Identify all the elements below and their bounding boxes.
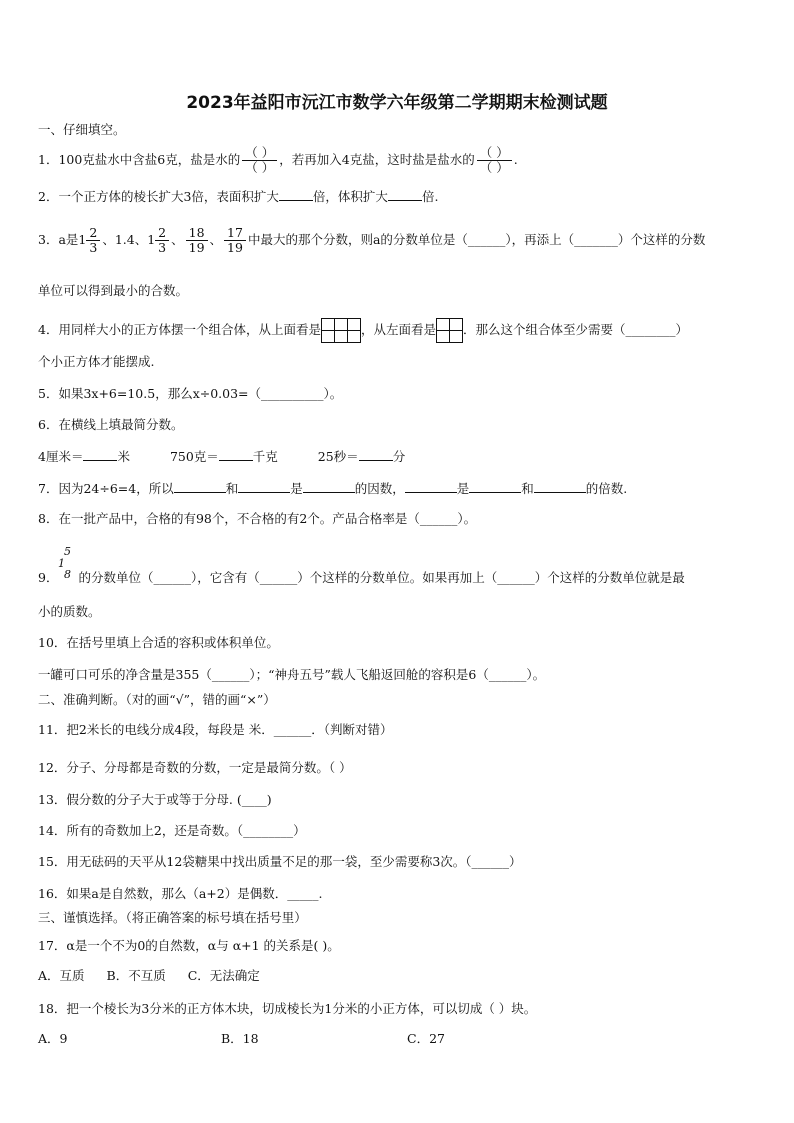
question-4-cont: 个小正方体才能摆成. xyxy=(38,354,155,369)
q4-text-b: ，从左面看是 xyxy=(360,322,436,337)
q7-text-f: 和 xyxy=(521,481,534,496)
q17-option-c[interactable]: C．无法确定 xyxy=(187,968,260,983)
question-18-options xyxy=(38,1031,445,1047)
q6-item2-unit: 千克 xyxy=(252,449,278,464)
q1-text-a: 1．100克盐水中含盐6克，盐是水的 xyxy=(38,152,241,167)
q1-frac1-denominator: （ ） xyxy=(245,160,275,175)
top-view-grid-icon xyxy=(321,318,361,343)
left-view-grid-icon xyxy=(436,318,463,343)
q2-text-c: 倍. xyxy=(421,189,439,204)
q3-text-a: 3．a是 xyxy=(38,232,79,247)
q7-text-d: 的因数， xyxy=(354,481,405,496)
q1-frac2-numerator: （ ） xyxy=(477,146,512,161)
q9-denominator: 8 xyxy=(64,568,71,581)
q3-mixed2-den: 3 xyxy=(158,240,167,255)
page-title: 2023年益阳市沅江市数学六年级第二学期期末检测试题 xyxy=(186,93,608,113)
q1-fraction-2 xyxy=(477,146,512,175)
question-15: 15．用无砝码的天平从12袋糖果中找出质量不足的那一袋，至少需要称3次。（______） xyxy=(38,854,522,869)
q6-item3-unit: 分 xyxy=(392,449,406,464)
q3-frac4-num: 17 xyxy=(224,226,246,241)
q2-text-b: 倍，体积扩大 xyxy=(312,189,388,204)
q17-option-a[interactable]: A．互质 xyxy=(38,968,85,983)
question-13: 13．假分数的分子大于或等于分母. (____) xyxy=(38,792,272,807)
q7-text-a: 7．因为24÷6=4，所以 xyxy=(38,481,174,496)
section-1-heading: 一、仔细填空。 xyxy=(38,122,126,137)
question-4 xyxy=(38,318,688,343)
question-2 xyxy=(38,188,438,205)
q9-numerator: 5 xyxy=(64,545,71,558)
q3-fraction-4 xyxy=(224,226,246,255)
q1-frac1-numerator: （ ） xyxy=(242,146,277,161)
q7-blank-3[interactable] xyxy=(303,480,355,493)
question-16: 16．如果a是自然数，那么（a+2）是偶数．_____. xyxy=(38,886,323,901)
q2-blank-2[interactable] xyxy=(388,188,422,201)
q1-fraction-1 xyxy=(242,146,277,175)
section-2-heading: 二、准确判断。（对的画“√”，错的画“×”） xyxy=(38,692,276,707)
question-9 xyxy=(38,570,685,586)
question-18: 18．把一个棱长为3分米的正方体木块，切成棱长为1分米的小正方体，可以切成（ ）块。 xyxy=(38,1001,537,1016)
question-17: 17．α是一个不为0的自然数，α与 α+1 的关系是( )。 xyxy=(38,938,340,953)
q2-blank-1[interactable] xyxy=(279,188,313,201)
section-3-heading: 三、谨慎选择。（将正确答案的标号填在括号里） xyxy=(38,910,307,925)
question-5: 5．如果3x+6=10.5，那么x÷0.03=（__________）。 xyxy=(38,386,343,401)
question-14: 14．所有的奇数加上2，还是奇数。（________） xyxy=(38,823,306,838)
q3-sep-3: 、 xyxy=(209,232,223,247)
q7-blank-1[interactable] xyxy=(174,480,226,493)
q3-sep-2: 、 xyxy=(171,232,184,247)
q2-text-a: 2．一个正方体的棱长扩大3倍，表面积扩大 xyxy=(38,189,279,204)
q6-blank-2[interactable] xyxy=(219,448,253,461)
q4-text-c: ．那么这个组合体至少需要（________） xyxy=(462,322,688,337)
q3-mixed1-num: 2 xyxy=(86,226,100,241)
q1-frac2-denominator: （ ） xyxy=(479,160,509,175)
q9-text-b: 的分数单位（______），它含有（______）个这样的分数单位。如果再加上（______）个这样的分数单位就是最 xyxy=(78,570,685,585)
q7-text-b: 和 xyxy=(225,481,239,496)
q3-fraction-3 xyxy=(186,226,208,255)
q3-mixed2-whole: 1 xyxy=(147,232,156,247)
question-11: 11．把2米长的电线分成4段，每段是 米．______．（判断对错） xyxy=(38,722,393,737)
q7-text-g: 的倍数. xyxy=(585,481,628,496)
q18-option-c[interactable]: C．27 xyxy=(407,1031,445,1046)
q6-item1-unit: 米 xyxy=(117,449,130,464)
q7-blank-6[interactable] xyxy=(534,480,586,493)
question-6: 6．在横线上填最简分数。 xyxy=(38,417,184,432)
q9-whole: 1 xyxy=(58,557,65,570)
q18-option-b[interactable]: B．18 xyxy=(221,1031,259,1046)
q7-blank-2[interactable] xyxy=(238,480,290,493)
q3-frac3-den: 19 xyxy=(188,240,205,255)
q3-frac4-den: 19 xyxy=(227,240,243,255)
question-12: 12．分子、分母都是奇数的分数，一定是最简分数。（ ） xyxy=(38,760,352,775)
q3-mixed1-whole: 1 xyxy=(78,232,87,247)
q1-text-c: . xyxy=(513,152,518,167)
question-7 xyxy=(38,480,627,497)
q3-text-b: 中最大的那个分数，则a的分数单位是（______），再添上（_______）个这样的分数 xyxy=(247,232,706,247)
q3-mixed2-num: 2 xyxy=(155,226,169,241)
q3-mixed-1 xyxy=(78,226,102,255)
question-9-cont: 小的质数。 xyxy=(38,604,101,619)
q6-blank-1[interactable] xyxy=(83,448,117,461)
q6-item3-text: 25秒＝ xyxy=(317,449,359,464)
q3-mixed-2 xyxy=(147,226,171,255)
question-10: 10．在括号里填上合适的容积或体积单位。 xyxy=(38,635,279,650)
q3-sep-1: 、1.4、 xyxy=(102,232,148,247)
q3-mixed1-den: 3 xyxy=(89,240,98,255)
q18-option-a[interactable]: A．9 xyxy=(38,1031,68,1046)
q1-text-b: ，若再加入4克盐，这时盐是盐水的 xyxy=(279,152,475,167)
q9-text-a: 9． xyxy=(38,570,59,585)
q7-text-c: 是 xyxy=(290,481,303,496)
question-3 xyxy=(38,226,705,255)
question-6-items xyxy=(38,448,405,465)
q6-item2-text: 750克＝ xyxy=(169,449,219,464)
question-1 xyxy=(38,146,518,175)
q4-text-a: 4．用同样大小的正方体摆一个组合体，从上面看是 xyxy=(38,322,321,337)
question-17-options xyxy=(38,968,260,984)
q7-text-e: 是 xyxy=(456,481,470,496)
q17-option-b[interactable]: B．不互质 xyxy=(106,968,166,983)
question-3-cont: 单位可以得到最小的合数。 xyxy=(38,283,189,298)
q6-blank-3[interactable] xyxy=(359,448,393,461)
question-10-cont: 一罐可口可乐的净含量是355（______）；“神舟五号”载人飞船返回舱的容积是6（______）。 xyxy=(38,667,546,682)
question-8: 8．在一批产品中，合格的有98个，不合格的有2个。产品合格率是（______）。 xyxy=(38,511,477,526)
q6-item1-text: 4厘米＝ xyxy=(38,449,84,464)
q7-blank-5[interactable] xyxy=(469,480,521,493)
q7-blank-4[interactable] xyxy=(405,480,457,493)
q3-frac3-num: 18 xyxy=(186,226,208,241)
